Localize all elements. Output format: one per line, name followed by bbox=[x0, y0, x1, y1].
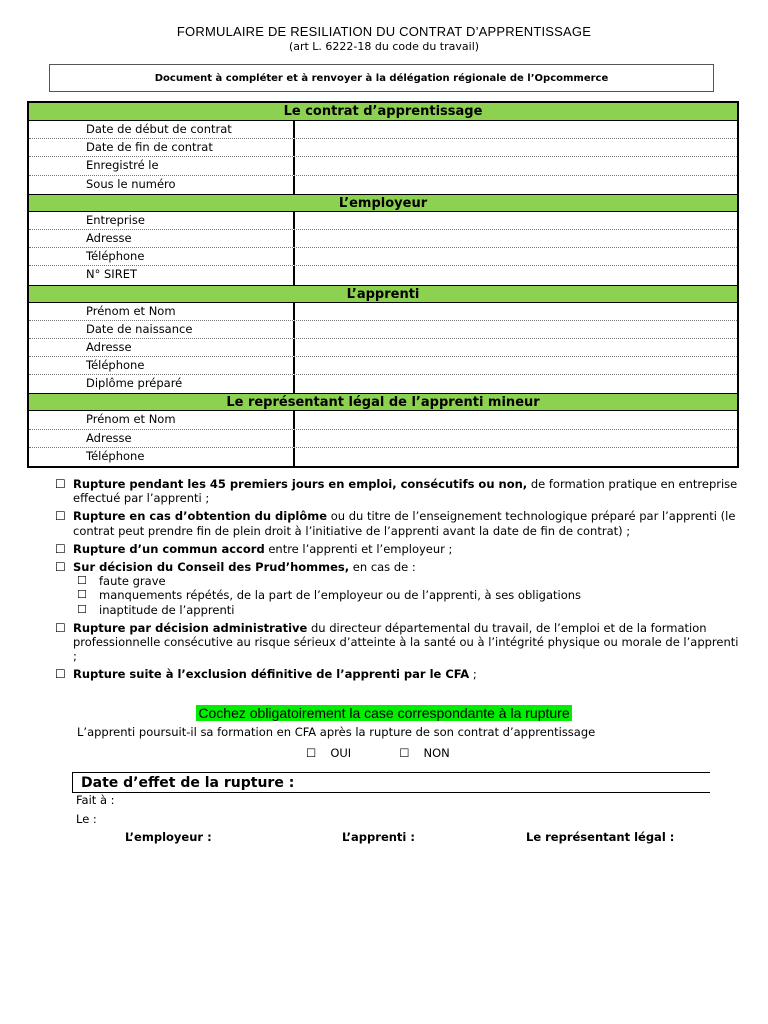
table-row bbox=[29, 157, 737, 175]
field-label: Adresse bbox=[29, 339, 295, 356]
checkbox-icon[interactable]: ☐ bbox=[55, 541, 66, 556]
checkbox-icon[interactable]: ☐ bbox=[55, 477, 66, 491]
answer-non-label: NON bbox=[423, 746, 450, 760]
rupture-option bbox=[55, 542, 745, 556]
option-text bbox=[73, 560, 745, 574]
cfa-answers bbox=[306, 746, 498, 760]
table-row bbox=[29, 357, 737, 375]
rupture-option bbox=[55, 560, 745, 617]
table-row bbox=[29, 375, 737, 393]
option-line bbox=[55, 509, 745, 537]
table-row bbox=[29, 230, 737, 248]
sub-option-text: manquements répétés, de la part de l’employeur ou de l’apprenti, à ses obligations bbox=[99, 588, 582, 603]
mandatory-note-text: Cochez obligatoirement la case correspondante à la rupture bbox=[198, 705, 570, 721]
table-row bbox=[29, 448, 737, 466]
checkbox-icon[interactable]: ☐ bbox=[55, 560, 66, 575]
option-bold-text: Sur décision du Conseil des Prud’hommes, bbox=[73, 560, 350, 575]
sub-option bbox=[77, 603, 745, 617]
table-row bbox=[29, 321, 737, 339]
field-value-cell[interactable] bbox=[295, 430, 737, 447]
effective-date-heading: Date d’effet de la rupture : bbox=[72, 772, 710, 793]
table-row bbox=[29, 430, 737, 448]
option-line bbox=[55, 560, 745, 574]
field-value-cell[interactable] bbox=[295, 303, 737, 320]
option-plain-text: en cas de : bbox=[349, 560, 416, 575]
cfa-question: L’apprenti poursuit-il sa formation en CFA après la rupture de son contrat d’apprentissage bbox=[77, 725, 596, 739]
le-field: Le : bbox=[76, 812, 97, 826]
field-value-cell[interactable] bbox=[295, 121, 737, 138]
option-plain-text: de formation pratique en entreprise effectué par l’apprenti ; bbox=[73, 477, 738, 506]
field-value-cell[interactable] bbox=[295, 321, 737, 338]
option-text bbox=[73, 509, 745, 537]
table-row bbox=[29, 176, 737, 194]
option-bold-text: Rupture par décision administrative bbox=[73, 620, 308, 635]
info-table bbox=[27, 101, 739, 468]
field-label: Enregistré le bbox=[29, 157, 295, 174]
field-label: Prénom et Nom bbox=[29, 303, 295, 320]
table-row bbox=[29, 303, 737, 321]
checkbox-icon[interactable]: ☐ bbox=[55, 620, 66, 635]
option-plain-text: ; bbox=[469, 667, 477, 682]
rupture-options bbox=[55, 477, 745, 686]
sub-option bbox=[77, 574, 745, 588]
rupture-option bbox=[55, 477, 745, 505]
option-plain-text: du directeur départemental du travail, de l’emploi et de la formation professionnelle consécutive au risque sérieux d’atteinte à la santé ou à l’intégrité physique ou morale de l’apprenti ; bbox=[73, 620, 739, 664]
field-value-cell[interactable] bbox=[295, 248, 737, 265]
form-title: FORMULAIRE DE RESILIATION DU CONTRAT D’APPRENTISSAGE bbox=[176, 24, 592, 39]
table-row bbox=[29, 266, 737, 284]
table-row bbox=[29, 212, 737, 230]
field-value-cell[interactable] bbox=[295, 230, 737, 247]
option-line bbox=[55, 477, 745, 505]
option-bold-text: Rupture suite à l’exclusion définitive de l’apprenti par le CFA bbox=[73, 667, 470, 682]
checkbox-icon[interactable]: ☐ bbox=[306, 746, 317, 760]
field-label: Prénom et Nom bbox=[29, 411, 295, 428]
table-row bbox=[29, 339, 737, 357]
field-label: Adresse bbox=[29, 230, 295, 247]
rupture-option bbox=[55, 667, 745, 681]
option-text bbox=[73, 477, 745, 505]
field-value-cell[interactable] bbox=[295, 448, 737, 466]
field-label: Téléphone bbox=[29, 448, 295, 466]
checkbox-icon[interactable]: ☐ bbox=[399, 746, 410, 760]
sub-option-text: inaptitude de l’apprenti bbox=[99, 602, 235, 617]
field-label: N° SIRET bbox=[29, 266, 295, 284]
section-header: Le contrat d’apprentissage bbox=[29, 103, 737, 121]
option-line bbox=[55, 542, 745, 556]
checkbox-icon[interactable]: ☐ bbox=[55, 667, 66, 682]
checkbox-icon[interactable]: ☐ bbox=[77, 588, 87, 602]
form-header bbox=[0, 24, 768, 53]
section-header: L’apprenti bbox=[29, 285, 737, 303]
option-text bbox=[73, 667, 745, 681]
option-bold-text: Rupture pendant les 45 premiers jours en emploi, consécutifs ou non, bbox=[73, 477, 528, 491]
signature-apprenti: L’apprenti : bbox=[342, 830, 415, 844]
option-text bbox=[73, 542, 745, 556]
field-label: Téléphone bbox=[29, 248, 295, 265]
field-value-cell[interactable] bbox=[295, 139, 737, 156]
sub-options bbox=[77, 574, 745, 617]
checkbox-icon[interactable]: ☐ bbox=[77, 602, 87, 616]
option-bold-text: Rupture d’un commun accord bbox=[73, 541, 265, 556]
option-plain-text: entre l’apprenti et l’employeur ; bbox=[264, 541, 453, 556]
rupture-option bbox=[55, 621, 745, 664]
rupture-option bbox=[55, 509, 745, 537]
option-plain-text: ou du titre de l’enseignement technologique préparé par l’apprenti (le contrat peut prendre fin de plein droit à l’initiative de l’apprenti avant la date de fin de contrat) ; bbox=[73, 509, 736, 538]
table-row bbox=[29, 411, 737, 429]
field-value-cell[interactable] bbox=[295, 339, 737, 356]
section-header: L’employeur bbox=[29, 194, 737, 212]
table-row bbox=[29, 248, 737, 266]
table-row bbox=[29, 139, 737, 157]
answer-oui-label: OUI bbox=[330, 746, 352, 760]
field-value-cell[interactable] bbox=[295, 411, 737, 428]
sub-option-text: faute grave bbox=[99, 574, 166, 589]
field-value-cell[interactable] bbox=[295, 176, 737, 194]
field-label: Sous le numéro bbox=[29, 176, 295, 194]
mandatory-note bbox=[0, 703, 768, 722]
notice-box bbox=[49, 64, 714, 92]
option-line bbox=[55, 621, 745, 664]
section-header: Le représentant légal de l’apprenti mineur bbox=[29, 393, 737, 411]
option-text bbox=[73, 621, 745, 664]
field-value-cell[interactable] bbox=[295, 357, 737, 374]
notice-text: Document à compléter et à renvoyer à la délégation régionale de l’Opcommerce bbox=[154, 72, 609, 84]
signature-employeur: L’employeur : bbox=[125, 830, 212, 844]
field-value-cell[interactable] bbox=[295, 375, 737, 393]
answer-oui[interactable] bbox=[306, 746, 351, 760]
field-label: Téléphone bbox=[29, 357, 295, 374]
sub-option bbox=[77, 588, 745, 602]
field-label: Adresse bbox=[29, 430, 295, 447]
field-value-cell[interactable] bbox=[295, 212, 737, 229]
form-subtitle: (art L. 6222-18 du code du travail) bbox=[288, 40, 480, 53]
answer-non[interactable] bbox=[399, 746, 450, 760]
checkbox-icon[interactable]: ☐ bbox=[77, 574, 87, 588]
checkbox-icon[interactable]: ☐ bbox=[55, 509, 66, 524]
field-label: Date de fin de contrat bbox=[29, 139, 295, 156]
field-label: Date de début de contrat bbox=[29, 121, 295, 138]
field-label: Diplôme préparé bbox=[29, 375, 295, 393]
field-label: Entreprise bbox=[29, 212, 295, 229]
field-value-cell[interactable] bbox=[295, 266, 737, 284]
fait-a-field: Fait à : bbox=[76, 793, 115, 807]
field-label: Date de naissance bbox=[29, 321, 295, 338]
signature-representant: Le représentant légal : bbox=[526, 830, 675, 844]
option-line bbox=[55, 667, 745, 681]
option-bold-text: Rupture en cas d’obtention du diplôme bbox=[73, 509, 328, 524]
table-row bbox=[29, 121, 737, 139]
field-value-cell[interactable] bbox=[295, 157, 737, 174]
